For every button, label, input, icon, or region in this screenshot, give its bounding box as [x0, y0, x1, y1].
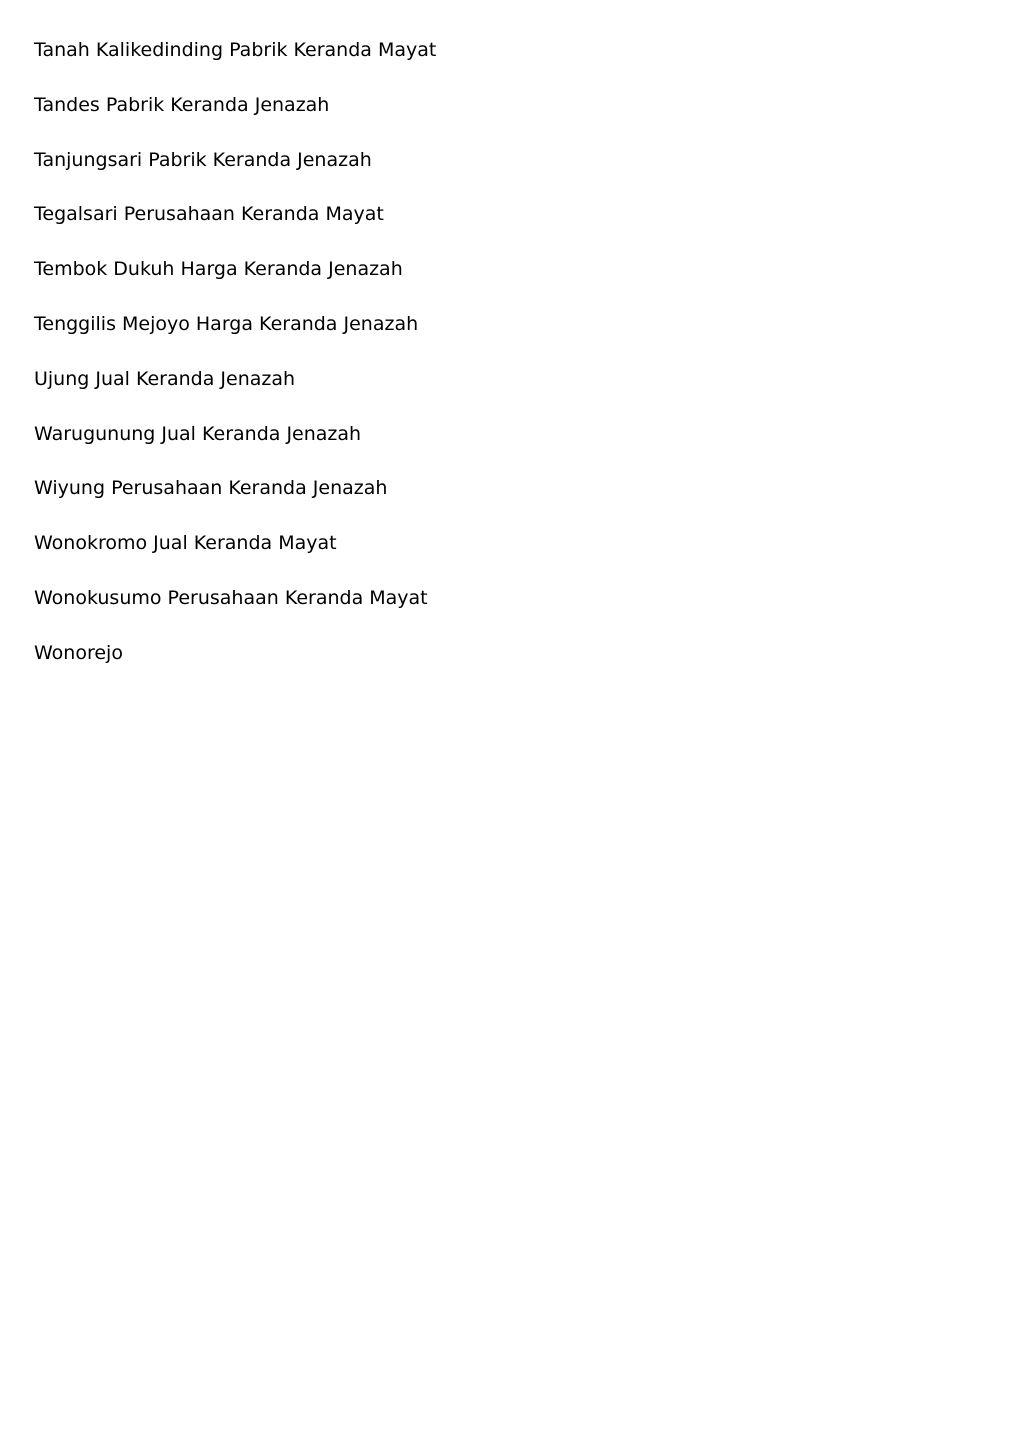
list-item: Wonokusumo Perusahaan Keranda Mayat — [34, 586, 428, 609]
list-item: Tandes Pabrik Keranda Jenazah — [34, 93, 330, 116]
list-item: Tembok Dukuh Harga Keranda Jenazah — [34, 258, 403, 281]
location-list — [34, 36, 436, 694]
list-item: Tanah Kalikedinding Pabrik Keranda Mayat — [34, 39, 437, 61]
list-item: Wiyung Perusahaan Keranda Jenazah — [34, 477, 388, 500]
list-item: Warugunung Jual Keranda Jenazah — [34, 422, 362, 445]
list-item: Wonorejo — [34, 641, 123, 664]
list-item: Tegalsari Perusahaan Keranda Mayat — [34, 203, 384, 226]
list-item: Tanjungsari Pabrik Keranda Jenazah — [34, 148, 372, 171]
list-item: Tenggilis Mejoyo Harga Keranda Jenazah — [34, 312, 419, 335]
list-item: Wonokromo Jual Keranda Mayat — [34, 532, 337, 555]
list-item: Ujung Jual Keranda Jenazah — [34, 367, 296, 390]
